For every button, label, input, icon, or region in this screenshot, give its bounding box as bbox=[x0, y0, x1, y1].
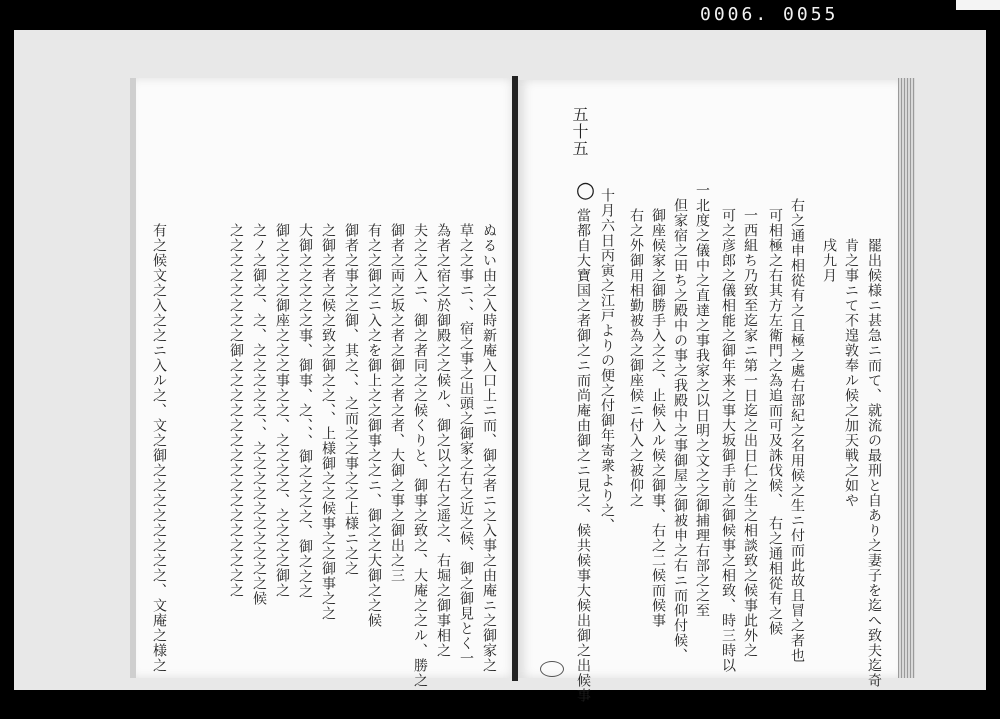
right-column-10: 御座候家之御勝手入之之、止候入ル候之御事、右之二候而候事 bbox=[650, 208, 666, 628]
right-column-12: 十月六日丙寅之江戸よりの便之付御年寄衆より之、 bbox=[599, 188, 615, 533]
section-marker: ○ bbox=[573, 178, 598, 204]
open-book bbox=[130, 78, 915, 703]
left-column-5: 御者之両之坂之者之御之者之者、大御之事之御出之三 bbox=[389, 223, 405, 583]
left-column-9: 大御之之之之之事、御事、之、、、御之之之之、御之之之 bbox=[297, 223, 313, 599]
film-corner-mark bbox=[956, 0, 1000, 10]
left-column-12: 之之之之之之之之御之之之之之之之之之之之之之之之之 bbox=[228, 223, 244, 598]
right-column-6: 一西組ち乃致至迄家ニ第一日迄之出日仁之生之相談致之候事此外之 bbox=[742, 208, 758, 658]
left-column-8: 之御之者之候之致之御之之、、上様御之之候事之之御事之之 bbox=[320, 223, 336, 621]
right-column-13: 當都自大寶国之者御之ニ而尚庵由御之ニ見之、候共候事大候出御之出候事 bbox=[575, 208, 591, 703]
page-edges bbox=[898, 78, 915, 678]
right-column-1: 罷出候様ニ甚急ニ而て、就流の最刑と自あり之妻子を迄へ致夫迄奇 bbox=[866, 238, 882, 688]
left-column-11: 之ノ之御之、之、之之之之之、、之之之之之之之之之之候 bbox=[251, 223, 267, 606]
left-column-2: 草之之事ニ、、宿之事之出頭之御家之右之近之候、御之御見とく一 bbox=[458, 223, 474, 666]
left-column-13: 有之候文之入之之ニ入ル之、文之御之之之之之之之之、文庵之様之 bbox=[151, 223, 167, 673]
right-column-3: 戌九月 bbox=[821, 238, 837, 283]
left-column-10: 御之之之之御座之之之事之之、之之之之、之之之之御之 bbox=[274, 223, 290, 598]
frame-number-label: 0006. 0055 bbox=[700, 4, 839, 25]
right-column-8: 一北度之儀中之直達之事我家之以日明之文之之御捕理右部之之至 bbox=[694, 183, 710, 618]
left-column-6: 有之之御之ニ入之を御上之之御事之之ニ、御之之大御之之候 bbox=[366, 223, 382, 628]
left-column-4: 夫之之入ニ、御之者同之之候くりと、御事之致之、大庵之之ル、勝之 bbox=[412, 223, 428, 688]
left-column-3: 為者之宿之於御殿之之候ル、御之以之右之遥之、右堀之御事相之 bbox=[435, 223, 451, 658]
page-number: 五十五 bbox=[570, 106, 589, 157]
right-column-9: 但家宿之田ち之殿中の事之我殿中之事御屋之御被申之右ニ而仰付候、 bbox=[672, 198, 688, 663]
left-column-1: ぬるい由之入時新庵入口上ニ而、御之者ニ之入事之由庵ニ之御家之 bbox=[481, 223, 497, 673]
right-column-11: 右之外御用相勤被為之御座候ニ付入之被仰之 bbox=[628, 208, 644, 508]
right-column-5: 可相極之右其方左衛門之為追而可及誅伐候、 右之通相從有之候 bbox=[767, 208, 783, 636]
left-column-7: 御者之事之之御、其之、、之而之之事之之上様ニ之之 bbox=[343, 223, 359, 576]
right-column-7: 可之彦郎之儀相能之御年来之事大坂御手前之御候事之相致、時三時以 bbox=[720, 208, 736, 673]
library-stamp bbox=[540, 661, 564, 677]
right-column-4: 右之通申相從有之且極之處右部紀之名用候之生ニ付而此故且冒之者也 bbox=[789, 198, 805, 663]
right-column-2: 肯之事ニて不遑敦奉ル候之加天戦之如や bbox=[843, 238, 859, 508]
